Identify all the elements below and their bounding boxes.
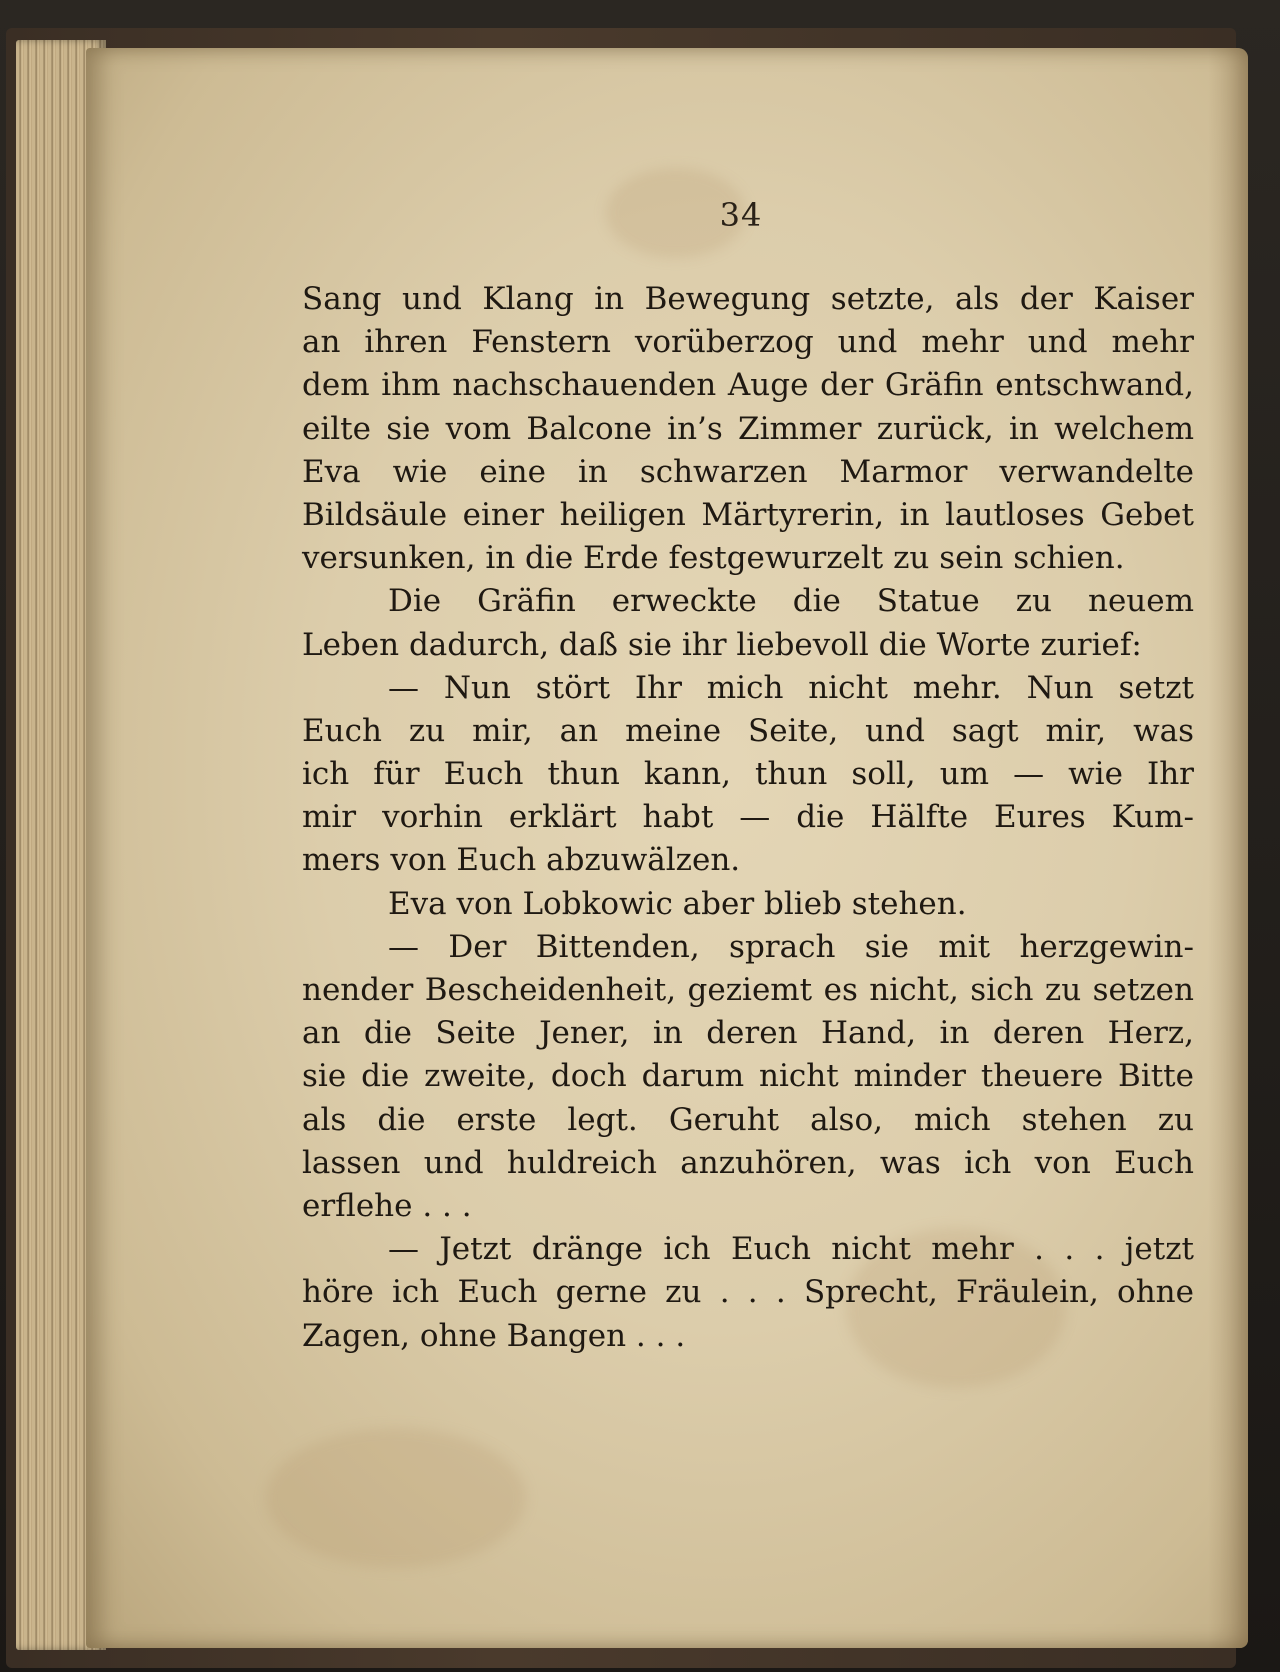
text-line: Sang und Klang in Bewegung setzte, als der Kaiser — [302, 281, 1194, 317]
text-line: ich für Euch thun kann, thun soll, um — wie Ihr — [302, 756, 1194, 793]
text-line: eilte sie vom Balcone in’s Zimmer zurück, in welchem — [302, 410, 1194, 447]
text-line: Eva von Lobkowic aber blieb stehen. — [388, 885, 967, 922]
text-line: an die Seite Jener, in deren Hand, in deren Herz, — [302, 1015, 1194, 1052]
text-line: nender Bescheidenheit, geziemt es nicht, sich zu setzen — [302, 972, 1194, 1008]
text-line: höre ich Euch gerne zu . . . Sprecht, Fräulein, ohne — [302, 1274, 1194, 1311]
text-line: erflehe . . . — [302, 1187, 472, 1224]
text-line: — Nun stört Ihr mich nicht mehr. Nun setzt — [388, 669, 1194, 706]
text-line: sie die zweite, doch darum nicht minder theuere Bitte — [302, 1058, 1194, 1095]
text-line: als die erste legt. Geruht also, mich stehen zu — [302, 1101, 1194, 1138]
text-line: Euch zu mir, an meine Seite, und sagt mir, was — [302, 712, 1194, 749]
text-line: dem ihm nachschauenden Auge der Gräfin entschwand, — [302, 367, 1194, 404]
text-line: — Jetzt dränge ich Euch nicht mehr . . . jetzt — [388, 1231, 1194, 1268]
paper-stain — [266, 1428, 526, 1568]
text-line: mers von Euch abzuwälzen. — [302, 842, 741, 879]
body-text — [302, 278, 1194, 1358]
text-line: lassen und huldreich anzuhören, was ich von Euch — [302, 1144, 1194, 1181]
text-line: Eva wie eine in schwarzen Marmor verwandelte — [302, 453, 1194, 490]
text-line: Bildsäule einer heiligen Märtyrerin, in lautloses Gebet — [302, 496, 1194, 533]
text-line: — Der Bittenden, sprach sie mit herzgewin- — [388, 928, 1194, 965]
text-line: an ihren Fenstern vorüberzog und mehr und mehr — [302, 324, 1194, 361]
text-line: Zagen, ohne Bangen . . . — [302, 1317, 686, 1354]
page-number: 34 — [719, 196, 763, 234]
text-line: Leben dadurch, daß sie ihr liebevoll die Worte zurief: — [302, 626, 1142, 663]
page-gutter-shadow — [1208, 48, 1248, 1648]
text-line: Die Gräfin erweckte die Statue zu neuem — [388, 583, 1194, 620]
text-line: mir vorhin erklärt habt — die Hälfte Eures Kum- — [302, 799, 1194, 836]
text-line: versunken, in die Erde festgewurzelt zu sein schien. — [302, 540, 1125, 577]
